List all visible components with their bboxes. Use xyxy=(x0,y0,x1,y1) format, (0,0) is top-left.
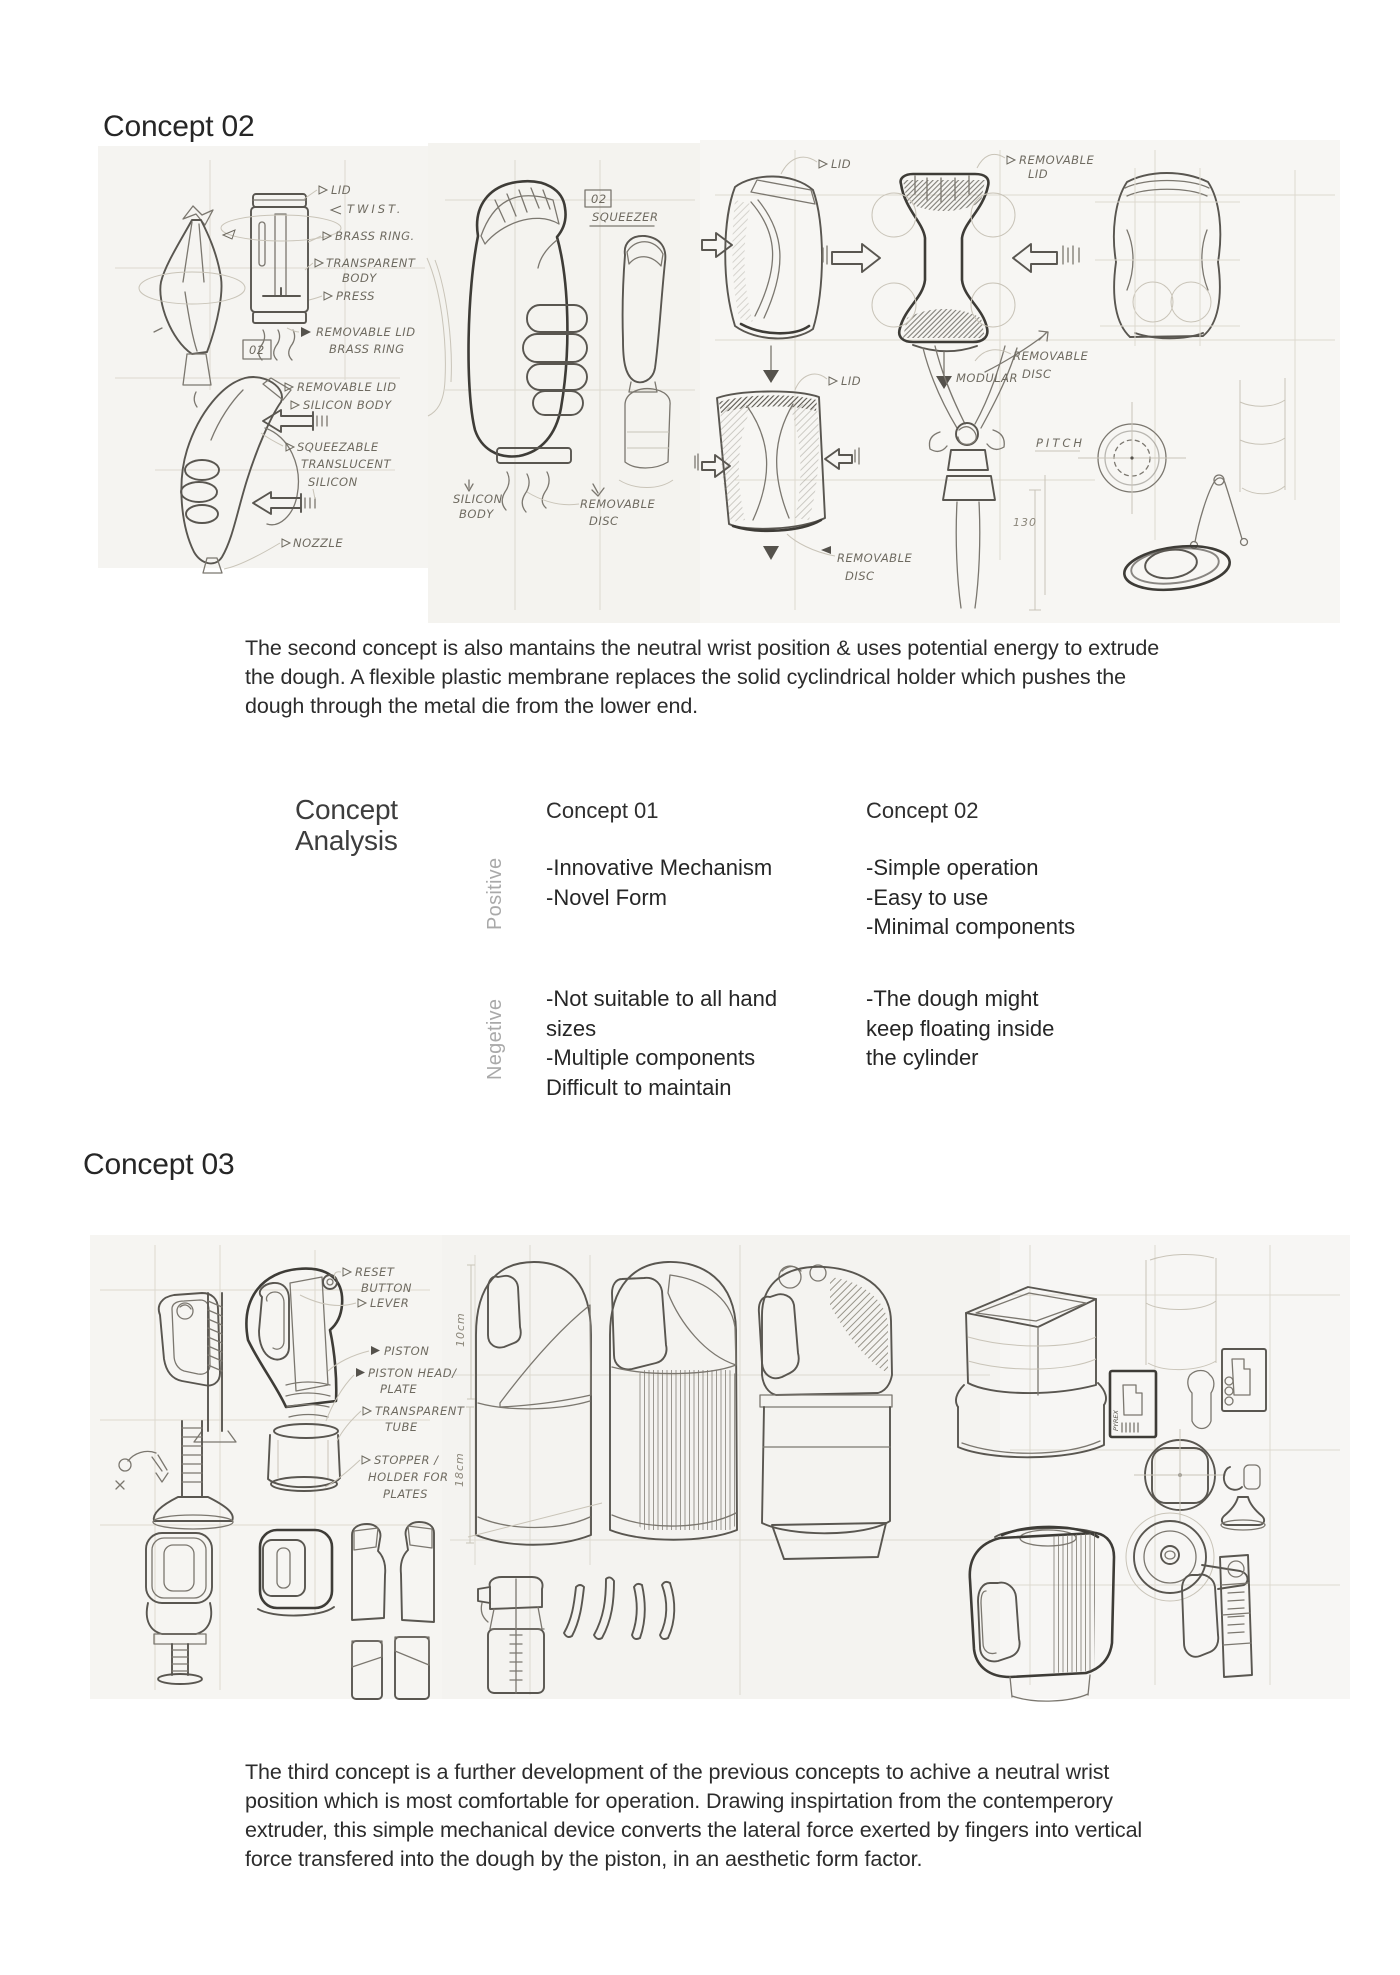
concept03-sketch-board xyxy=(90,1235,1350,1705)
sketch-annotation: RESET xyxy=(355,1265,395,1279)
list-item: the cylinder xyxy=(866,1045,979,1070)
sketch-annotation: SILICON BODY xyxy=(303,398,392,412)
sketch-annotation: PYREX xyxy=(1112,1410,1120,1431)
sketch-annotation: PLATES xyxy=(383,1487,428,1501)
negative-row-label: Negetive xyxy=(484,998,506,1080)
sketch-annotation: LID xyxy=(331,183,352,197)
analysis-title-line1: Concept xyxy=(295,794,398,825)
sketch-annotation: SQUEEZABLE xyxy=(297,440,379,454)
list-item: -Not suitable to all hand xyxy=(546,986,778,1011)
list-item: -Innovative Mechanism xyxy=(546,855,773,880)
list-item: Difficult to maintain xyxy=(546,1074,732,1100)
sketch-annotation: DISC xyxy=(1022,367,1052,381)
sketch-annotation: REMOVABLE xyxy=(1019,153,1095,167)
list-item: sizes xyxy=(546,1015,597,1041)
analysis-column-concept01: Concept 01 xyxy=(546,798,659,823)
sketch-annotation: HOLDER FOR xyxy=(368,1470,449,1484)
sketch-annotation: SILICON xyxy=(453,492,503,506)
sketch-annotation: LID xyxy=(841,374,862,388)
sketch-annotation: REMOVABLE LID xyxy=(316,325,416,339)
list-item: -The dough might xyxy=(866,986,1039,1011)
concept02-heading: Concept 02 xyxy=(103,110,255,143)
negative-concept01-list xyxy=(546,984,777,1102)
sketch-annotation: DISC xyxy=(589,514,619,528)
analysis-column-concept02: Concept 02 xyxy=(866,798,979,823)
sketch-annotation: DISC xyxy=(845,569,875,583)
sketch-annotation: BUTTON xyxy=(361,1281,413,1295)
positive-concept02-list xyxy=(866,853,1075,942)
list-item: -Minimal components xyxy=(866,914,1076,939)
sketch-annotation: REMOVABLE xyxy=(837,551,913,565)
sketch-annotation: STOPPER / xyxy=(374,1453,439,1467)
concept02-sketch-board xyxy=(95,140,1340,628)
sketch-annotation: TRANSLUCENT xyxy=(301,457,392,471)
sketch-annotation: PISTON xyxy=(384,1344,430,1358)
sketch-annotation: BRASS RING xyxy=(329,342,405,356)
sketch-annotation: LID xyxy=(831,157,852,171)
concept02-paragraph: The second concept is also mantains the neutral wrist position & uses potential energy to extrude the dough. A flexible plastic membrane replaces the solid cyclindrical holder which pushes the dough through the metal die from the lower end. xyxy=(245,636,1160,718)
sketch-annotation: REMOVABLE LID xyxy=(297,380,397,394)
sketch-annotation: TUBE xyxy=(385,1420,418,1434)
sketch-annotation: BRASS RING. xyxy=(335,229,415,243)
dimension-label: 10cm xyxy=(454,1312,467,1347)
sketch-annotation: REMOVABLE xyxy=(580,497,656,511)
sketch-annotation: BODY xyxy=(459,507,494,521)
positive-concept01-list xyxy=(546,853,772,912)
sketch-annotation: TRANSPARENT xyxy=(375,1404,465,1418)
sketch-annotation: LID xyxy=(1028,167,1049,181)
sketch-annotation: PLATE xyxy=(380,1382,418,1396)
sketch-annotation: TRANSPARENT xyxy=(326,256,416,270)
list-item: -Easy to use xyxy=(866,884,989,910)
sketch-annotation: TWIST. xyxy=(347,202,404,216)
list-item: -Simple operation xyxy=(866,855,1039,880)
sketch-annotation: 02 xyxy=(591,192,607,206)
concept03-paragraph: The third concept is a further development of the previous concepts to achive a neutral wrist position which is most comfortable for operation. Drawing inspirtation from the contemperory extruder, this simple mechanical device converts the lateral force exerted by fingers into vertical force transfered into the dough by the piston, in an aesthetic form factor. xyxy=(245,1760,1143,1871)
sketch-annotation: NOZZLE xyxy=(293,536,344,550)
sketch-annotation: MODULAR xyxy=(956,371,1019,385)
concept03-heading: Concept 03 xyxy=(83,1148,235,1181)
sketch-annotation: LEVER xyxy=(370,1296,410,1310)
sketch-annotation: 130 xyxy=(1013,516,1037,529)
positive-row-label: Positive xyxy=(484,857,506,930)
list-item: -Novel Form xyxy=(546,884,668,910)
dimension-label: 18cm xyxy=(453,1452,466,1487)
sketch-annotation: PITCH xyxy=(1036,436,1086,450)
sketch-annotation: PISTON HEAD/ xyxy=(368,1366,457,1380)
list-item: keep floating inside xyxy=(866,1015,1055,1041)
analysis-title-line2: Analysis xyxy=(295,825,398,856)
sketch-annotation: BODY xyxy=(342,271,377,285)
sketch-annotation: REMOVABLE xyxy=(1013,349,1089,363)
sketch-annotation: 02 xyxy=(249,343,265,357)
sketch-annotation: SILICON xyxy=(308,475,358,489)
sketch-annotation: SQUEEZER xyxy=(592,210,659,224)
sketch-annotation: PRESS xyxy=(336,289,375,303)
analysis-title xyxy=(295,794,398,856)
negative-concept02-list xyxy=(866,984,1054,1073)
list-item: -Multiple components xyxy=(546,1045,756,1070)
